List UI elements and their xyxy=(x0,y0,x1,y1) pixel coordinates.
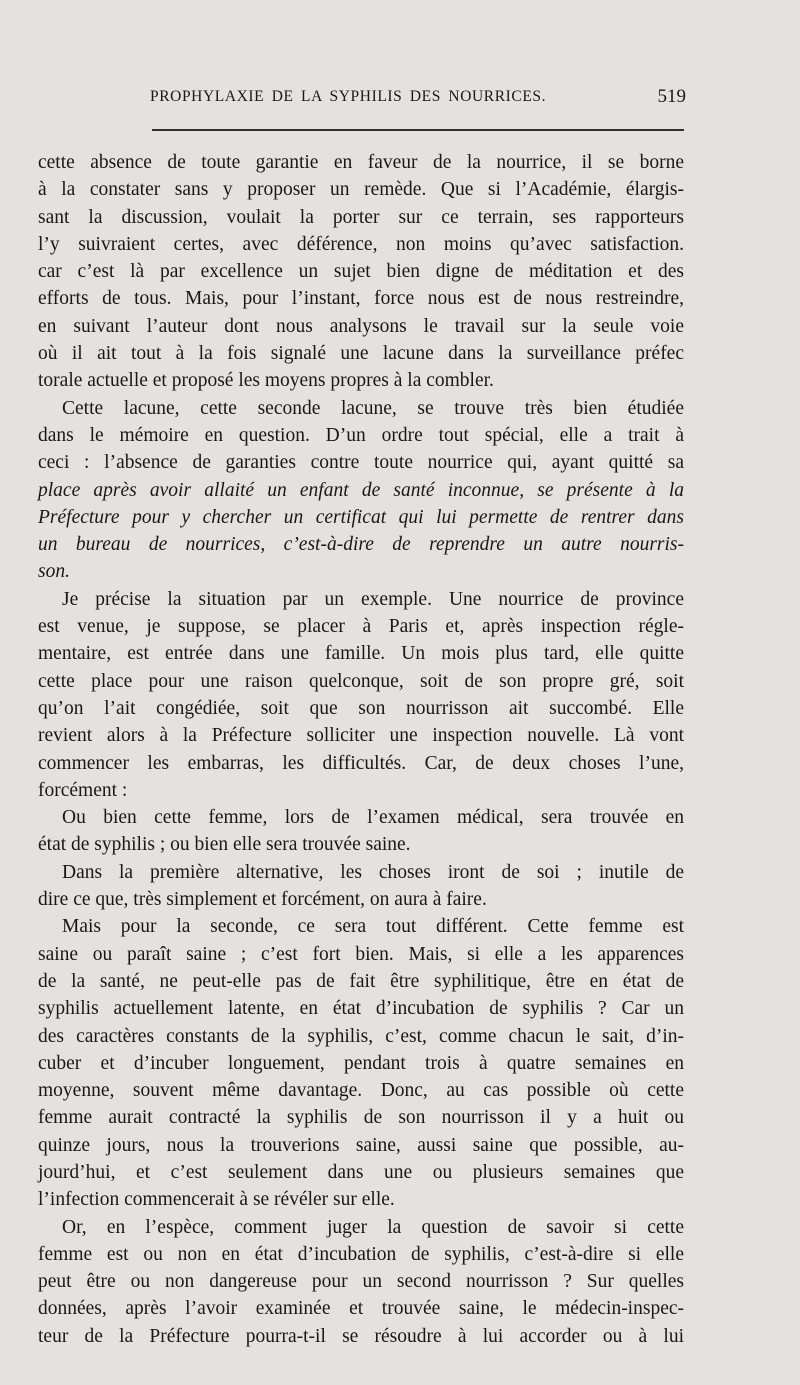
text-line: cette place pour une raison quelconque, soit de son propre gré, soit xyxy=(38,670,684,692)
text-line: efforts de tous. Mais, pour l’instant, force nous est de nous restreindre, xyxy=(38,288,684,310)
text-line: de la santé, ne peut-elle pas de fait être syphilitique, être en état de xyxy=(38,970,684,992)
text-line: forcément : xyxy=(38,779,128,801)
text-line: à la constater sans y proposer un remède. Que si l’Académie, élargis- xyxy=(38,179,684,201)
text-line: est venue, je suppose, se placer à Paris et, après inspection régle- xyxy=(38,616,684,638)
text-line: qu’on l’ait congédiée, soit que son nourrisson ait succombé. Elle xyxy=(38,697,684,719)
text-line: saine ou paraît saine ; c’est fort bien. Mais, si elle a les apparences xyxy=(38,943,684,965)
text-line: son. xyxy=(38,561,70,583)
text-line: revient alors à la Préfecture solliciter une inspection nouvelle. Là vont xyxy=(38,725,684,747)
text-line: femme est ou non en état d’incubation de syphilis, c’est-à-dire si elle xyxy=(38,1243,684,1265)
text-line: Or, en l’espèce, comment juger la question de savoir si cette xyxy=(62,1216,684,1238)
text-line: femme aurait contracté la syphilis de son nourrisson il y a huit ou xyxy=(38,1107,684,1129)
text-line: Je précise la situation par un exemple. Une nourrice de province xyxy=(62,588,684,610)
text-line: en suivant l’auteur dont nous analysons le travail sur la seule voie xyxy=(38,315,684,337)
text-line: Cette lacune, cette seconde lacune, se trouve très bien étudiée xyxy=(62,397,684,419)
text-line: syphilis actuellement latente, en état d’incubation de syphilis ? Car un xyxy=(38,998,684,1020)
text-line: l’infection commencerait à se révéler sur elle. xyxy=(38,1189,395,1211)
text-line: teur de la Préfecture pourra-t-il se résoudre à lui accorder ou à lui xyxy=(38,1325,684,1347)
text-line: sant la discussion, voulait la porter sur ce terrain, ses rapporteurs xyxy=(38,206,684,228)
text-line: place après avoir allaité un enfant de santé inconnue, se présente à la xyxy=(38,479,684,501)
text-line: cette absence de toute garantie en faveur de la nourrice, il se borne xyxy=(38,152,684,173)
header-rule xyxy=(152,129,684,131)
text-line: où il ait tout à la fois signalé une lacune dans la surveillance préfec xyxy=(38,343,684,365)
running-title: PROPHYLAXIE DE LA SYPHILIS DES NOURRICES. xyxy=(150,88,547,105)
text-line: dire ce que, très simplement et forcément, on aura à faire. xyxy=(38,889,487,911)
page-number: 519 xyxy=(657,86,686,107)
text-line: jourd’hui, et c’est seulement dans une ou plusieurs semaines que xyxy=(38,1161,684,1183)
text-line: moyenne, souvent même davantage. Donc, au cas possible où cette xyxy=(38,1080,684,1102)
text-line: torale actuelle et proposé les moyens propres à la combler. xyxy=(38,370,494,392)
running-head xyxy=(150,88,696,116)
text-line: peut être ou non dangereuse pour un second nourrisson ? Sur quelles xyxy=(38,1271,684,1293)
text-line: Mais pour la seconde, ce sera tout différent. Cette femme est xyxy=(62,916,684,938)
text-line: Préfecture pour y chercher un certificat qui lui permette de rentrer dans xyxy=(38,506,684,528)
text-line: commencer les embarras, les difficultés. Car, de deux choses l’une, xyxy=(38,752,684,774)
text-line: dans le mémoire en question. D’un ordre tout spécial, elle a trait à xyxy=(38,424,684,446)
text-line: données, après l’avoir examinée et trouvée saine, le médecin-inspec- xyxy=(38,1298,684,1320)
text-line: Dans la première alternative, les choses iront de soi ; inutile de xyxy=(62,861,684,883)
text-line: l’y suivraient certes, avec déférence, non moins qu’avec satisfaction. xyxy=(38,233,684,255)
text-line: quinze jours, nous la trouverions saine, aussi saine que possible, au- xyxy=(38,1134,684,1156)
text-line: état de syphilis ; ou bien elle sera trouvée saine. xyxy=(38,834,411,856)
text-line: cuber et d’incuber longuement, pendant trois à quatre semaines en xyxy=(38,1052,684,1074)
body-text xyxy=(38,149,684,1350)
text-line: car c’est là par excellence un sujet bien digne de méditation et des xyxy=(38,261,684,283)
text-line: mentaire, est entrée dans une famille. Un mois plus tard, elle quitte xyxy=(38,643,684,665)
text-line: ceci : l’absence de garanties contre toute nourrice qui, ayant quitté sa xyxy=(38,452,684,474)
text-line: un bureau de nourrices, c’est-à-dire de reprendre un autre nourris- xyxy=(38,534,684,556)
text-line: des caractères constants de la syphilis, c’est, comme chacun le sait, d’in- xyxy=(38,1025,684,1047)
text-line: Ou bien cette femme, lors de l’examen médical, sera trouvée en xyxy=(62,807,684,829)
